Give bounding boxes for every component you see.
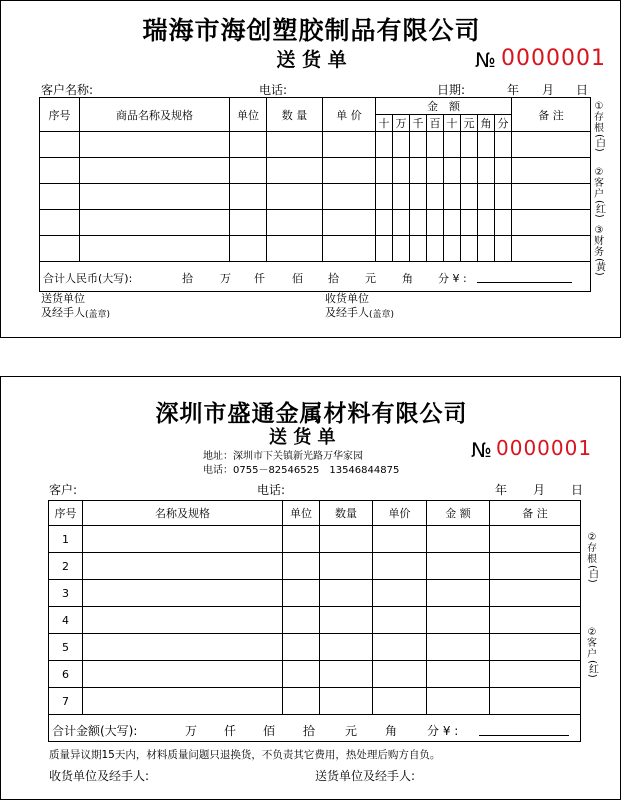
sender-label: 送货单位 及经手人 (41, 292, 85, 319)
receiver-signature (325, 292, 394, 320)
day-label: 日 (571, 483, 584, 497)
seal-note: (盖章) (369, 310, 395, 320)
table-row (40, 158, 591, 184)
serial-number: 0000001 (496, 436, 593, 460)
company-name: 深圳市盛通金属材料有限公司 (155, 400, 468, 427)
unit-fen-yen: 分 ¥ : (427, 724, 459, 738)
copy-label-finance: ③ 财务 (黄) (593, 225, 605, 276)
year-label: 年 (495, 483, 508, 497)
table-row (49, 634, 581, 661)
digit-jiao: 角 (478, 115, 495, 132)
total-label: 合计金额(大写): (52, 724, 138, 738)
table-row (49, 661, 581, 688)
sender-signature (41, 292, 110, 320)
delivery-note-form-2 (0, 376, 621, 800)
digit-hundreds: 百 (427, 115, 444, 132)
row-number: 5 (49, 634, 83, 661)
goods-table (39, 97, 591, 292)
table-row (40, 184, 591, 210)
unit-bai: 佰 (263, 724, 276, 738)
unit-bai: 佰 (292, 272, 303, 285)
day-label: 日 (576, 83, 589, 97)
unit-yuan: 元 (345, 724, 358, 738)
col-seq: 序号 (49, 501, 83, 526)
unit-yuan: 元 (365, 272, 376, 285)
col-remark: 备 注 (490, 501, 581, 526)
col-name: 商品名称及规格 (80, 98, 230, 132)
copy-label-customer: ② 客户 (红) (593, 167, 605, 218)
col-remark: 备 注 (512, 98, 591, 132)
number-symbol: № (471, 438, 492, 462)
copy-label-stub: ① 存根 (白) (593, 101, 605, 152)
col-qty: 数 量 (267, 98, 323, 132)
table-row (40, 210, 591, 236)
table-row (49, 526, 581, 553)
unit-jiao: 角 (385, 724, 398, 738)
digit-fen: 分 (495, 115, 512, 132)
month-label: 月 (533, 483, 546, 497)
table-row (40, 236, 591, 262)
table-row (49, 553, 581, 580)
unit-qian: 仟 (224, 724, 237, 738)
month-label: 月 (542, 83, 555, 97)
sender-label: 送货单位及经手人: (315, 769, 416, 783)
row-number: 3 (49, 580, 83, 607)
unit-jiao: 角 (402, 272, 413, 285)
col-amount: 金 额 (427, 501, 490, 526)
col-name: 名称及规格 (83, 501, 283, 526)
date-label: 日期: (437, 83, 466, 97)
unit-qian: 仟 (254, 272, 265, 285)
row-number: 1 (49, 526, 83, 553)
col-price: 单价 (373, 501, 427, 526)
total-row (49, 715, 581, 742)
customer-label: 客户名称: (41, 83, 94, 97)
serial-number: 0000001 (501, 46, 606, 71)
digit-thousands: 千 (410, 115, 427, 132)
copy-label-customer: ② 客户 (红) (586, 627, 598, 678)
company-phone: 电话：0755－82546525 13546844875 (203, 465, 400, 476)
year-label: 年 (507, 83, 520, 97)
unit-wan: 万 (185, 724, 198, 738)
phone-label: 电话: (259, 83, 288, 97)
number-symbol: № (475, 48, 496, 72)
delivery-note-form-1 (0, 0, 621, 338)
row-number: 6 (49, 661, 83, 688)
digit-yuan: 元 (461, 115, 478, 132)
unit-shi: 拾 (182, 272, 193, 285)
form-title: 送 货 单 (276, 49, 347, 71)
total-row (40, 262, 591, 292)
table-row (49, 607, 581, 634)
digit-tens: 十 (444, 115, 461, 132)
unit-wan: 万 (220, 272, 231, 285)
unit-shi-2: 拾 (328, 272, 339, 285)
row-number: 4 (49, 607, 83, 634)
unit-fen-yen: 分 ¥ : (438, 272, 467, 285)
table-row (49, 580, 581, 607)
total-amount-line (479, 735, 569, 736)
col-price: 单 价 (323, 98, 376, 132)
col-qty: 数量 (320, 501, 373, 526)
receiver-label: 收货单位 及经手人 (325, 292, 369, 319)
goods-table (48, 500, 581, 742)
customer-label: 客户: (49, 483, 78, 497)
digit-ten-thousands: 万 (393, 115, 410, 132)
copy-label-stub: ② 存根 (白) (586, 532, 598, 583)
col-unit: 单位 (283, 501, 320, 526)
quality-note: 质量异议期15天内，材料质量问题只退换货，不负责其它费用，热处理后购方自负。 (49, 749, 441, 761)
company-name: 瑞海市海创塑胶制品有限公司 (142, 16, 481, 45)
total-amount-line (477, 282, 572, 283)
phone-label: 电话: (257, 483, 286, 497)
table-row (40, 132, 591, 158)
col-amount: 金 额 (376, 98, 512, 115)
table-row (49, 688, 581, 715)
seal-note: (盖章) (85, 310, 111, 320)
receiver-label: 收货单位及经手人: (49, 769, 150, 783)
col-unit: 单位 (230, 98, 267, 132)
form-title: 送 货 单 (269, 427, 336, 448)
col-seq: 序号 (40, 98, 80, 132)
unit-shi: 拾 (303, 724, 316, 738)
digit-ten-thousand-tens: 十 (376, 115, 393, 132)
row-number: 7 (49, 688, 83, 715)
row-number: 2 (49, 553, 83, 580)
total-label: 合计人民币(大写): (43, 272, 133, 285)
company-address: 地址：深圳市下关镇新光路万华家园 (203, 451, 363, 462)
